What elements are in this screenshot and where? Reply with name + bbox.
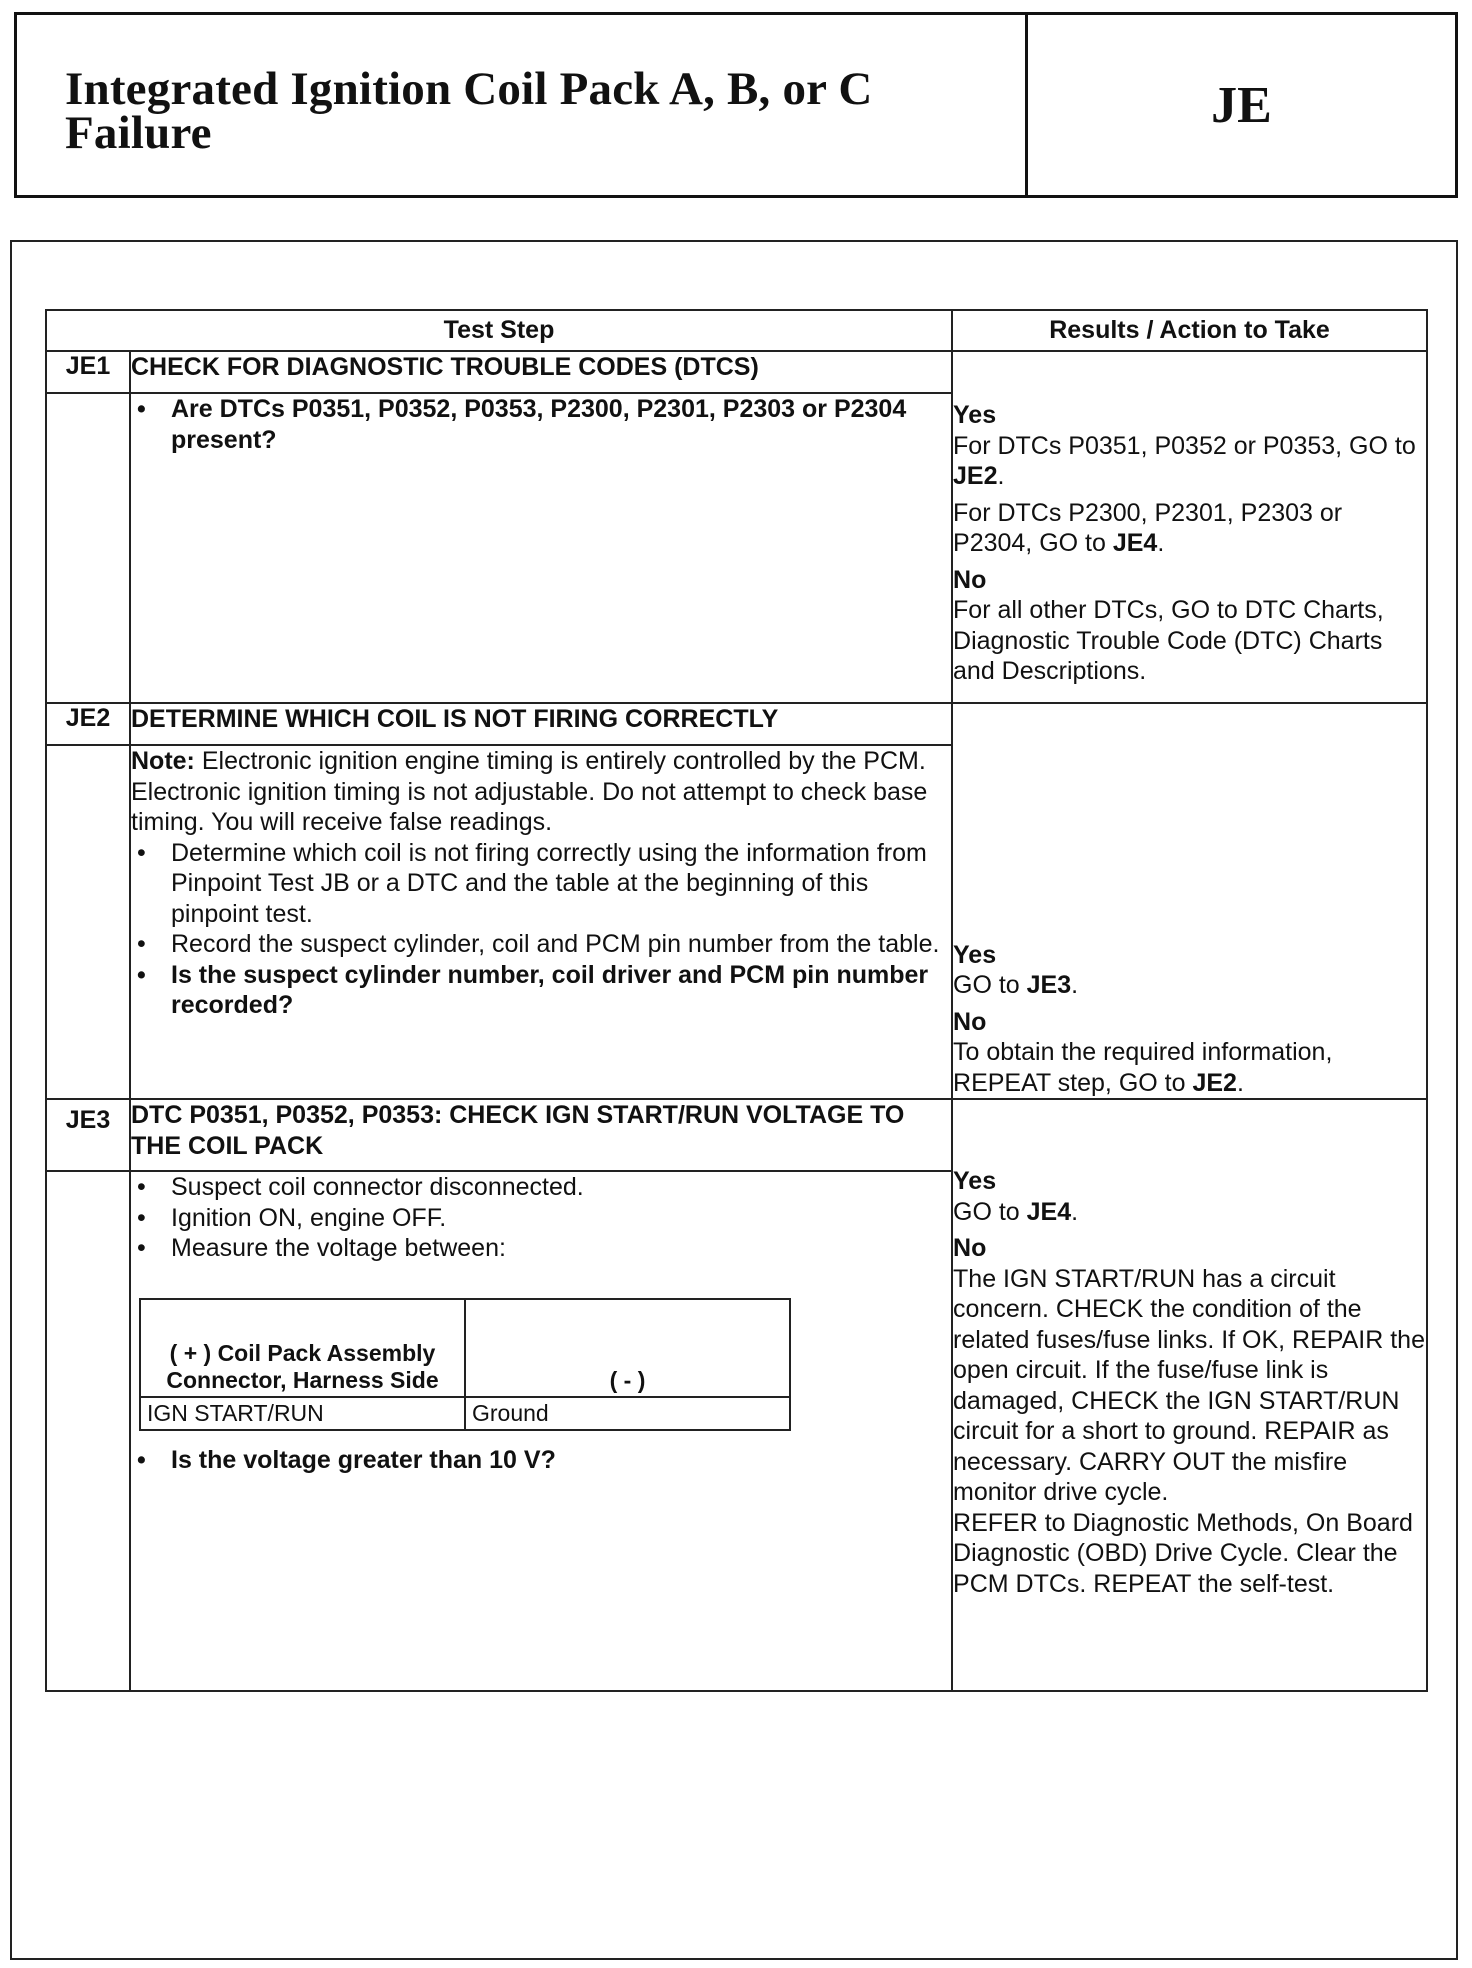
step-title-row — [46, 351, 1427, 393]
no-action: The IGN START/RUN has a circuit concern. CHECK the condition of the related fuses/fuse links. If OK, REPAIR the open circuit. If the fuse/fuse link is damaged, CHECK the IGN START/RUN circuit for a short to ground. REPAIR as necessary. CARRY OUT the misfire monitor drive cycle. — [953, 1264, 1425, 1506]
step-link: JE3 — [1026, 971, 1072, 999]
yes-label: Yes — [953, 1167, 997, 1195]
step-title: CHECK FOR DIAGNOSTIC TROUBLE CODES (DTCS) — [130, 351, 952, 393]
step-link: JE4 — [1112, 529, 1158, 557]
no-label: No — [953, 565, 987, 594]
meas-negative-value: Ground — [465, 1397, 790, 1430]
step-instruction: • Ignition ON, engine OFF. — [131, 1203, 951, 1234]
no-label: No — [953, 1234, 987, 1262]
step-body — [130, 1171, 952, 1691]
step-link: JE2 — [953, 462, 998, 490]
step-note: Note: Electronic ignition engine timing is entirely controlled by the PCM. Electronic ignition timing is not adjustable. Do not attempt to check base timing. You will receive false readings. — [131, 747, 928, 836]
meas-header-negative: ( - ) — [465, 1299, 790, 1397]
title-line-1: Integrated Ignition Coil Pack A, B, or C — [65, 63, 873, 115]
pinpoint-test-table — [45, 309, 1428, 1692]
step-results — [952, 351, 1427, 703]
step-question: • Is the suspect cylinder number, coil driver and PCM pin number recorded? — [131, 960, 951, 1021]
meas-positive-value: IGN START/RUN — [140, 1397, 465, 1430]
title-cell — [17, 15, 1028, 195]
yes-label: Yes — [953, 401, 997, 429]
step-body — [130, 393, 952, 703]
step-question: • Is the voltage greater than 10 V? — [131, 1445, 951, 1476]
step-results — [952, 1099, 1427, 1691]
yes-action: For DTCs P0351, P0352 or P0353, GO to JE2. — [953, 431, 1416, 490]
col-header-results: Results / Action to Take — [952, 310, 1427, 351]
test-code: JE — [1211, 76, 1272, 134]
col-header-test-step: Test Step — [46, 310, 952, 351]
step-title: DTC P0351, P0352, P0353: CHECK IGN START/RUN VOLTAGE TO THE COIL PACK — [130, 1099, 952, 1171]
step-title: DETERMINE WHICH COIL IS NOT FIRING CORRECTLY — [130, 703, 952, 745]
step-instruction: • Record the suspect cylinder, coil and PCM pin number from the table. — [131, 929, 951, 960]
title-line-2: Failure — [65, 107, 212, 159]
no-label: No — [953, 1007, 987, 1036]
step-title-row — [46, 703, 1427, 745]
step-instruction: • Determine which coil is not firing correctly using the information from Pinpoint Test JB or a DTC and the table at the beginning of this pinpoint test. — [131, 838, 951, 930]
meas-header-positive: ( + ) Coil Pack Assembly Connector, Harness Side — [140, 1299, 465, 1397]
step-link: JE4 — [1026, 1197, 1072, 1226]
step-question: • Are DTCs P0351, P0352, P0353, P2300, P2301, P2303 or P2304 present? — [131, 394, 951, 455]
step-body — [130, 745, 952, 1099]
step-instruction: • Measure the voltage between: — [131, 1233, 951, 1264]
table-header-row — [46, 310, 1427, 351]
step-link: JE2 — [1192, 1068, 1237, 1097]
yes-action: GO to JE3. — [953, 971, 1079, 999]
yes-action: GO to JE4. — [953, 1197, 1079, 1226]
step-instruction: • Suspect coil connector disconnected. — [131, 1172, 951, 1203]
step-results — [952, 703, 1427, 1099]
no-action-refer: REFER to Diagnostic Methods, On Board Diagnostic (OBD) Drive Cycle. Clear the PCM DTCs. REPEAT the self-test. — [953, 1508, 1413, 1598]
step-id: JE1 — [46, 351, 130, 393]
step-id: JE3 — [46, 1099, 130, 1171]
measurement-table — [139, 1298, 791, 1431]
yes-label: Yes — [953, 940, 997, 969]
no-action: To obtain the required information, REPEAT step, GO to JE2. — [953, 1038, 1333, 1097]
step-title-row — [46, 1099, 1427, 1171]
page-title — [65, 63, 873, 159]
yes-action: For DTCs P2300, P2301, P2303 or P2304, GO to JE4. — [953, 498, 1343, 557]
page-header — [14, 12, 1458, 198]
step-id: JE2 — [46, 703, 130, 745]
no-action: For all other DTCs, GO to DTC Charts, Diagnostic Trouble Code (DTC) Charts and Descriptions. — [953, 596, 1384, 685]
